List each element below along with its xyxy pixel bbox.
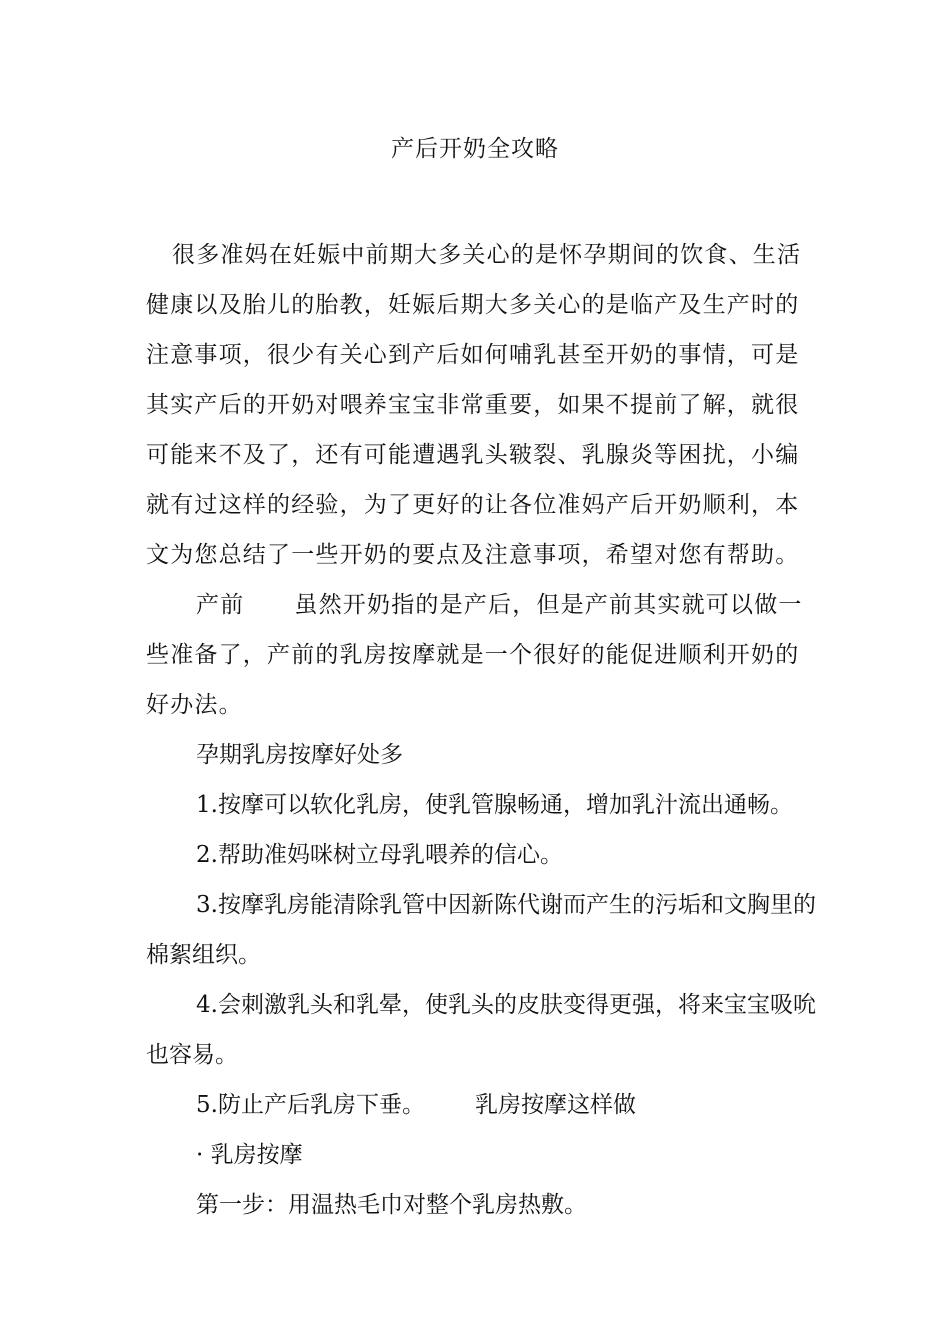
benefit-item-3: 3.按摩乳房能清除乳管中因新陈代谢而产生的污垢和文胸里的棉絮组织。	[146, 892, 816, 968]
massage-bullet: · 乳房按摩	[196, 1142, 303, 1168]
how-to-heading: 乳房按摩这样做	[474, 1092, 636, 1118]
benefit-item-4: 4.会刺激乳头和乳晕，使乳头的皮肤变得更强，将来宝宝吸吮也容易。	[146, 992, 816, 1068]
benefit-item-1: 1.按摩可以软化乳房，使乳管腺畅通，增加乳汁流出通畅。	[196, 792, 793, 818]
document-body	[146, 230, 816, 1230]
benefit-item-5-line	[146, 1080, 816, 1130]
benefit-item-2: 2.帮助准妈咪树立母乳喂养的信心。	[196, 842, 563, 868]
step-1: 第一步：用温热毛巾对整个乳房热敷。	[196, 1192, 587, 1218]
intro-text: 很多准妈在妊娠中前期大多关心的是怀孕期间的饮食、生活健康以及胎儿的胎教，妊娠后期大多关心的是临产及生产时的注意事项，很少有关心到产后如何哺乳甚至开奶的事情，可是其实产后的开奶对喂养宝宝非常重要，如果不提前了解，就很可能来不及了，还有可能遭遇乳头皲裂、乳腺炎等困扰，小编就有过这样的经验，为了更好的让各位准妈产后开奶顺利，本文为您总结了一些开奶的要点及注意事项，希望对您有帮助。	[146, 242, 802, 568]
section-heading-prenatal: 产前	[196, 592, 245, 618]
intro-paragraph	[146, 230, 816, 730]
benefits-heading: 孕期乳房按摩好处多	[196, 742, 403, 768]
document-title: 产后开奶全攻略	[391, 136, 559, 162]
prenatal-text: 虽然开奶指的是产后，但是产前其实就可以做一些准备了，产前的乳房按摩就是一个很好的能促进顺利开奶的好办法。	[146, 592, 803, 718]
benefit-item-5: 5.防止产后乳房下垂。	[196, 1092, 425, 1118]
